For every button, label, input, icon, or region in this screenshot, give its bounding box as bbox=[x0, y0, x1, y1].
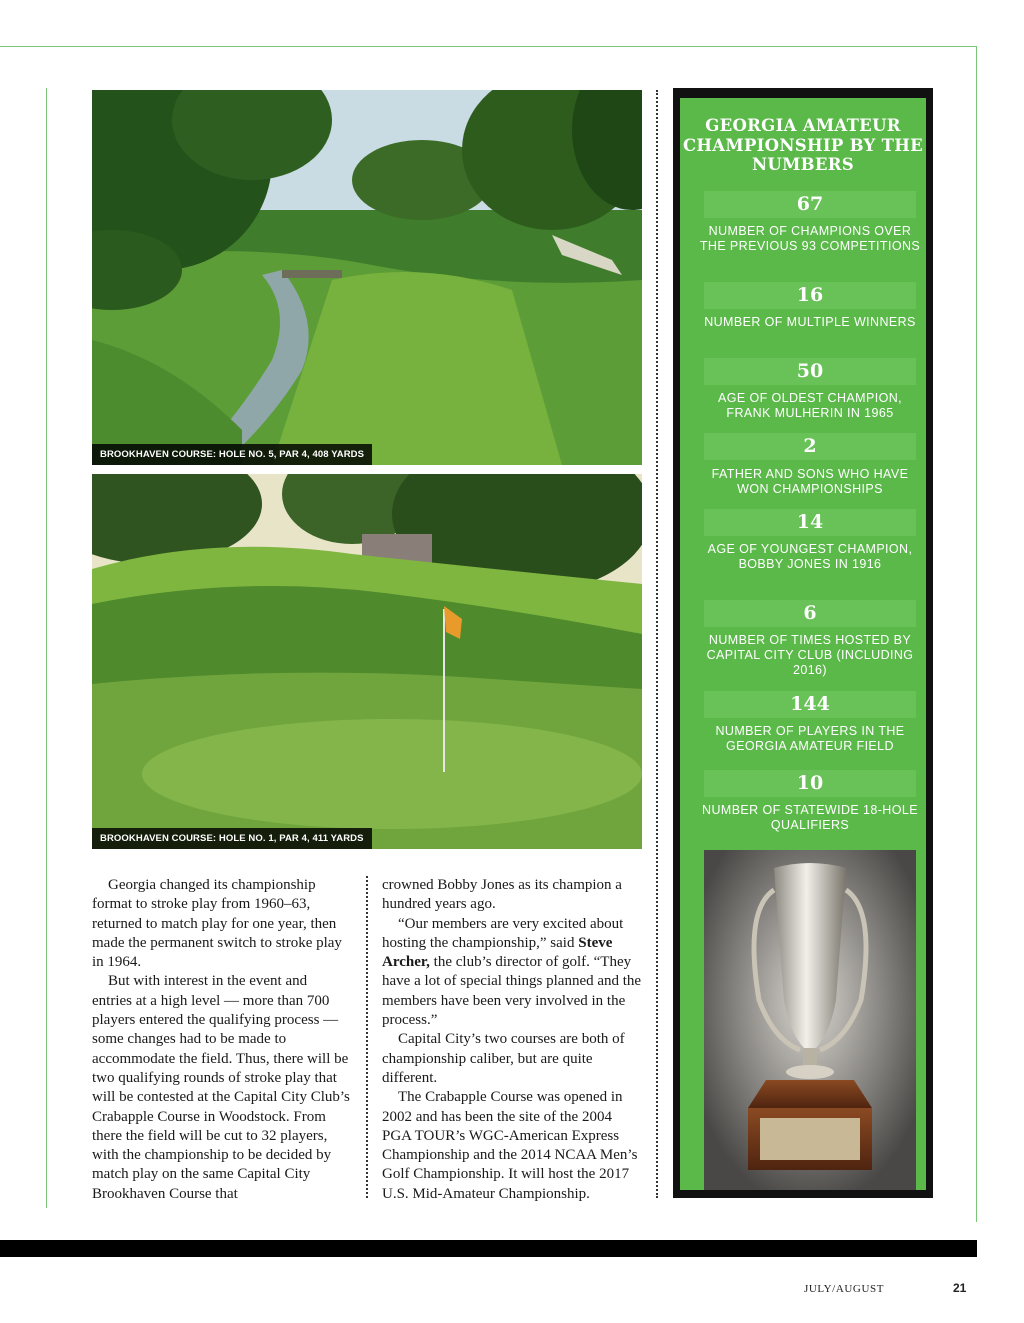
page-frame-top-rule bbox=[0, 46, 977, 47]
column-divider-middle bbox=[366, 876, 368, 1198]
photo-hole-1-image bbox=[92, 474, 642, 849]
stat-description: NUMBER OF TIMES HOSTED BY CAPITAL CITY CLUB (INCLUDING 2016) bbox=[706, 633, 914, 677]
trophy-image bbox=[704, 850, 916, 1190]
photo-hole-1 bbox=[92, 474, 642, 849]
sidebar-title: GEORGIA AMATEUR CHAMPIONSHIP BY THE NUMBERS bbox=[682, 116, 924, 174]
article-paragraph: crowned Bobby Jones as its champion a hundred years ago. bbox=[382, 877, 622, 913]
stat-description: NUMBER OF MULTIPLE WINNERS bbox=[704, 315, 916, 329]
person-name: Steve Archer, bbox=[382, 934, 613, 971]
issue-date: JULY/AUGUST bbox=[804, 1283, 885, 1295]
stats-sidebar-panel bbox=[680, 98, 926, 1190]
stat-number: 14 bbox=[704, 509, 916, 536]
quote-text: “Our members are very excited about hosting the championship,” said bbox=[382, 915, 624, 951]
footer-bar bbox=[0, 1240, 977, 1257]
stat-number: 50 bbox=[704, 358, 916, 385]
stat-description: FATHER AND SONS WHO HAVE WON CHAMPIONSHIPS bbox=[711, 467, 909, 496]
column-divider-right bbox=[656, 90, 658, 1198]
article-paragraph: Georgia changed its championship format to stroke play from 1960–63, returned to match play for one year, then made the permanent switch to stroke play in 1964. bbox=[92, 877, 342, 971]
stat-number: 16 bbox=[704, 282, 916, 309]
stat-description: NUMBER OF STATEWIDE 18-HOLE QUALIFIERS bbox=[702, 803, 918, 832]
stat-number: 144 bbox=[704, 691, 916, 718]
article-paragraph: The Crabapple Course was opened in 2002 and has been the site of the 2004 PGA TOUR’s WGC-American Express Championship and the 2014 NCAA Men’s Golf Championship. It will host the 2017 U.S. Mid-Amateur Championship. bbox=[382, 1089, 638, 1202]
page-frame-right-rule bbox=[976, 46, 977, 1222]
stats-sidebar bbox=[673, 88, 933, 1198]
stat-number: 67 bbox=[704, 191, 916, 218]
photo-hole-5 bbox=[92, 90, 642, 465]
article-paragraph bbox=[382, 915, 644, 1031]
stat-description: AGE OF OLDEST CHAMPION, FRANK MULHERIN IN 1965 bbox=[718, 391, 902, 420]
quote-text: the club’s director of golf. “They have a lot of special things planned and the members have been very involved in the process.” bbox=[382, 954, 642, 1029]
page-number: 21 bbox=[953, 1281, 967, 1295]
stat-description: AGE OF YOUNGEST CHAMPION, BOBBY JONES IN 1916 bbox=[707, 542, 913, 571]
article-column-2 bbox=[382, 876, 644, 1204]
stat-description: NUMBER OF PLAYERS IN THE GEORGIA AMATEUR FIELD bbox=[715, 724, 905, 753]
article-column-1 bbox=[92, 876, 350, 1204]
stat-number: 6 bbox=[704, 600, 916, 627]
stat-number: 10 bbox=[704, 770, 916, 797]
trophy-photo bbox=[704, 850, 916, 1190]
stat-description: NUMBER OF CHAMPIONS OVER THE PREVIOUS 93 COMPETITIONS bbox=[699, 224, 921, 253]
stat-number: 2 bbox=[704, 433, 916, 460]
article-paragraph: But with interest in the event and entries at a high level — more than 700 players entered the qualifying process — some changes had to be made to accommodate the field. Thus, there will be two qualifying rounds of stroke play that will be contested at the Capital City Club’s Crabapple Course in Woodstock. From there the field will be cut to 32 players, with the championship to be decided by match play on the same Capital City Brookhaven Course that bbox=[92, 973, 350, 1202]
page-frame-left-rule bbox=[46, 88, 47, 1208]
article-paragraph: Capital City’s two courses are both of championship caliber, but are quite different. bbox=[382, 1031, 625, 1086]
photo-caption-hole-1: BROOKHAVEN COURSE: HOLE NO. 1, PAR 4, 411 YARDS bbox=[92, 828, 372, 849]
photo-caption-hole-5: BROOKHAVEN COURSE: HOLE NO. 5, PAR 4, 408 YARDS bbox=[92, 444, 372, 465]
photo-hole-5-image bbox=[92, 90, 642, 465]
